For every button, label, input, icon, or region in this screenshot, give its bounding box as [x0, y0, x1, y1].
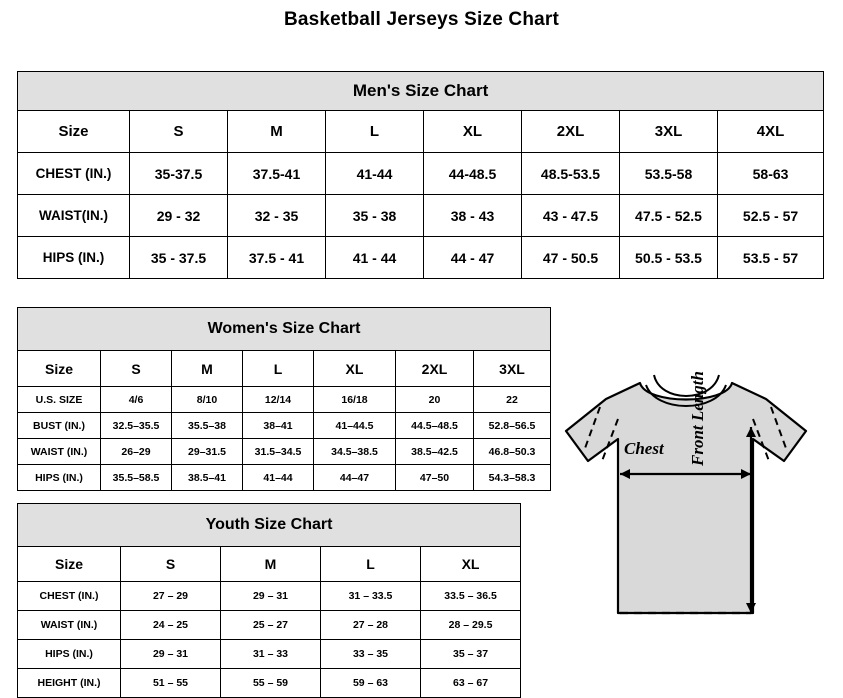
womens-us-size-xl: 16/18: [314, 387, 396, 413]
womens-us-size-s: 4/6: [101, 387, 172, 413]
womens-hips-s: 35.5–58.5: [101, 465, 172, 491]
shirt-outline: [566, 383, 806, 613]
womens-row-label-waist: WAIST (IN.): [18, 439, 101, 465]
mens-size-chart-table: [17, 71, 824, 279]
youth-height-xl: 63 – 67: [421, 669, 521, 698]
table-row: [18, 640, 521, 669]
youth-row-label-hips: HIPS (IN.): [18, 640, 121, 669]
mens-chest-4xl: 58-63: [718, 153, 824, 195]
youth-height-s: 51 – 55: [121, 669, 221, 698]
womens-row-label-us-size: U.S. SIZE: [18, 387, 101, 413]
youth-hips-xl: 35 – 37: [421, 640, 521, 669]
table-caption-row: [18, 504, 521, 547]
chest-measure-label: Chest: [624, 439, 664, 458]
womens-hips-2xl: 47–50: [396, 465, 474, 491]
womens-bust-3xl: 52.8–56.5: [474, 413, 551, 439]
womens-header-s: S: [101, 351, 172, 387]
mens-chest-l: 41-44: [326, 153, 424, 195]
mens-header-3xl: 3XL: [620, 111, 718, 153]
womens-header-xl: XL: [314, 351, 396, 387]
page-title: Basketball Jerseys Size Chart: [283, 9, 560, 30]
youth-waist-l: 27 – 28: [321, 611, 421, 640]
mens-chest-3xl: 53.5-58: [620, 153, 718, 195]
youth-caption: Youth Size Chart: [18, 504, 521, 547]
mens-caption: Men's Size Chart: [18, 72, 824, 111]
table-header-row: [18, 351, 551, 387]
youth-row-label-waist: WAIST (IN.): [18, 611, 121, 640]
youth-waist-m: 25 – 27: [221, 611, 321, 640]
mens-hips-2xl: 47 - 50.5: [522, 237, 620, 279]
mens-header-4xl: 4XL: [718, 111, 824, 153]
womens-header-size: Size: [18, 351, 101, 387]
womens-us-size-2xl: 20: [396, 387, 474, 413]
womens-header-l: L: [243, 351, 314, 387]
mens-header-l: L: [326, 111, 424, 153]
womens-waist-3xl: 46.8–50.3: [474, 439, 551, 465]
mens-header-size: Size: [18, 111, 130, 153]
womens-row-label-bust: BUST (IN.): [18, 413, 101, 439]
youth-header-xl: XL: [421, 547, 521, 582]
mens-row-label-waist: WAIST(IN.): [18, 195, 130, 237]
table-caption-row: [18, 72, 824, 111]
mens-chest-m: 37.5-41: [228, 153, 326, 195]
table-row: [18, 582, 521, 611]
youth-row-label-height: HEIGHT (IN.): [18, 669, 121, 698]
jersey-measurement-diagram: [548, 361, 838, 671]
womens-bust-2xl: 44.5–48.5: [396, 413, 474, 439]
mens-hips-4xl: 53.5 - 57: [718, 237, 824, 279]
womens-row-label-hips: HIPS (IN.): [18, 465, 101, 491]
mens-hips-l: 41 - 44: [326, 237, 424, 279]
womens-us-size-l: 12/14: [243, 387, 314, 413]
youth-height-l: 59 – 63: [321, 669, 421, 698]
youth-waist-xl: 28 – 29.5: [421, 611, 521, 640]
youth-hips-m: 31 – 33: [221, 640, 321, 669]
mens-waist-2xl: 43 - 47.5: [522, 195, 620, 237]
table-row: [18, 439, 551, 465]
mens-waist-3xl: 47.5 - 52.5: [620, 195, 718, 237]
youth-header-size: Size: [18, 547, 121, 582]
mens-header-s: S: [130, 111, 228, 153]
table-row: [18, 195, 824, 237]
table-row: [18, 153, 824, 195]
womens-caption: Women's Size Chart: [18, 308, 551, 351]
youth-header-s: S: [121, 547, 221, 582]
youth-height-m: 55 – 59: [221, 669, 321, 698]
mens-chest-xl: 44-48.5: [424, 153, 522, 195]
womens-waist-2xl: 38.5–42.5: [396, 439, 474, 465]
youth-hips-s: 29 – 31: [121, 640, 221, 669]
collar-outer-line: [654, 375, 719, 396]
womens-hips-xl: 44–47: [314, 465, 396, 491]
youth-chest-l: 31 – 33.5: [321, 582, 421, 611]
table-row: [18, 387, 551, 413]
front-length-measure-label: Front Length: [688, 371, 707, 466]
mens-hips-3xl: 50.5 - 53.5: [620, 237, 718, 279]
mens-header-m: M: [228, 111, 326, 153]
youth-header-m: M: [221, 547, 321, 582]
table-header-row: [18, 111, 824, 153]
youth-chest-s: 27 – 29: [121, 582, 221, 611]
youth-size-chart-table: [17, 503, 521, 698]
youth-chest-xl: 33.5 – 36.5: [421, 582, 521, 611]
youth-hips-l: 33 – 35: [321, 640, 421, 669]
mens-hips-xl: 44 - 47: [424, 237, 522, 279]
womens-size-chart-table: [17, 307, 551, 491]
mens-waist-m: 32 - 35: [228, 195, 326, 237]
womens-waist-xl: 34.5–38.5: [314, 439, 396, 465]
womens-hips-3xl: 54.3–58.3: [474, 465, 551, 491]
womens-hips-l: 41–44: [243, 465, 314, 491]
womens-header-3xl: 3XL: [474, 351, 551, 387]
youth-waist-s: 24 – 25: [121, 611, 221, 640]
womens-bust-m: 35.5–38: [172, 413, 243, 439]
table-header-row: [18, 547, 521, 582]
womens-header-2xl: 2XL: [396, 351, 474, 387]
mens-hips-m: 37.5 - 41: [228, 237, 326, 279]
womens-header-m: M: [172, 351, 243, 387]
mens-header-xl: XL: [424, 111, 522, 153]
mens-chest-s: 35-37.5: [130, 153, 228, 195]
womens-waist-m: 29–31.5: [172, 439, 243, 465]
mens-header-2xl: 2XL: [522, 111, 620, 153]
womens-hips-m: 38.5–41: [172, 465, 243, 491]
mens-hips-s: 35 - 37.5: [130, 237, 228, 279]
mens-waist-xl: 38 - 43: [424, 195, 522, 237]
womens-bust-s: 32.5–35.5: [101, 413, 172, 439]
table-row: [18, 611, 521, 640]
womens-us-size-3xl: 22: [474, 387, 551, 413]
youth-row-label-chest: CHEST (IN.): [18, 582, 121, 611]
womens-us-size-m: 8/10: [172, 387, 243, 413]
womens-waist-l: 31.5–34.5: [243, 439, 314, 465]
mens-row-label-hips: HIPS (IN.): [18, 237, 130, 279]
womens-bust-l: 38–41: [243, 413, 314, 439]
table-row: [18, 237, 824, 279]
youth-chest-m: 29 – 31: [221, 582, 321, 611]
table-row: [18, 465, 551, 491]
table-caption-row: [18, 308, 551, 351]
table-row: [18, 413, 551, 439]
womens-bust-xl: 41–44.5: [314, 413, 396, 439]
mens-waist-s: 29 - 32: [130, 195, 228, 237]
mens-waist-4xl: 52.5 - 57: [718, 195, 824, 237]
mens-chest-2xl: 48.5-53.5: [522, 153, 620, 195]
table-row: [18, 669, 521, 698]
mens-waist-l: 35 - 38: [326, 195, 424, 237]
youth-header-l: L: [321, 547, 421, 582]
womens-waist-s: 26–29: [101, 439, 172, 465]
mens-row-label-chest: CHEST (IN.): [18, 153, 130, 195]
